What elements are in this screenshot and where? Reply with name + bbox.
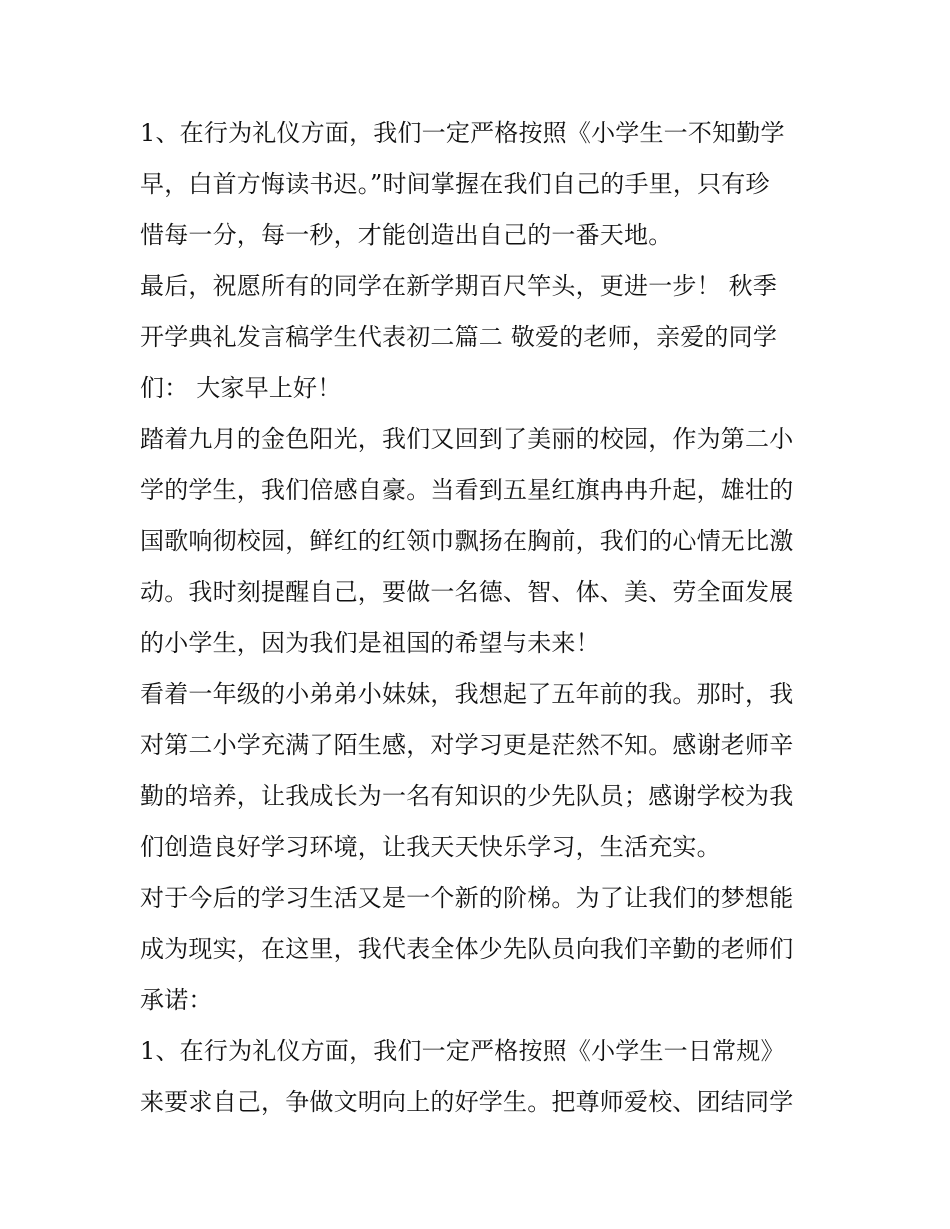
text-line: 勤的培养，让我成长为一名有知识的少先队员；感谢学校为我 <box>140 782 794 810</box>
document-body <box>140 108 830 1128</box>
text-line: 对第二小学充满了陌生感，对学习更是茫然不知。感谢老师辛 <box>140 731 794 759</box>
text-line: 学的学生，我们倍感自豪。当看到五星红旗冉冉升起，雄壮的 <box>140 476 794 504</box>
text-line: 们创造良好学习环境，让我天天快乐学习，生活充实。 <box>140 833 721 861</box>
text-line: 的小学生，因为我们是祖国的希望与未来！ <box>140 629 600 657</box>
text-line: 早，白首方悔读书迟。”时间掌握在我们自己的手里，只有珍 <box>140 170 770 198</box>
text-line: 看着一年级的小弟弟小妹妹，我想起了五年前的我。那时，我 <box>140 680 794 708</box>
text-line: 来要求自己，争做文明向上的好学生。把尊师爱校、团结同学 <box>140 1088 794 1116</box>
text-line: 1、在行为礼仪方面，我们一定严格按照《小学生一不知勤学 <box>140 119 785 147</box>
text-line: 国歌响彻校园，鲜红的红领巾飘扬在胸前，我们的心情无比激 <box>140 527 794 555</box>
text-line: 惜每一分，每一秒，才能创造出自己的一番天地。 <box>140 221 673 249</box>
text-line: 踏着九月的金色阳光，我们又回到了美丽的校园，作为第二小 <box>140 425 794 453</box>
text-line: 开学典礼发言稿学生代表初二篇二 敬爱的老师，亲爱的同学 <box>140 323 778 351</box>
text-line: 对于今后的学习生活又是一个新的阶梯。为了让我们的梦想能 <box>140 884 794 912</box>
text-line: 成为现实，在这里，我代表全体少先队员向我们辛勤的老师们 <box>140 935 794 963</box>
text-line: 们： 大家早上好！ <box>140 374 342 402</box>
text-line: 1、在行为礼仪方面，我们一定严格按照《小学生一日常规》 <box>140 1037 785 1065</box>
text-line: 最后，祝愿所有的同学在新学期百尺竿头，更进一步！ 秋季 <box>140 272 778 300</box>
text-line: 承诺： <box>140 986 213 1014</box>
text-line: 动。我时刻提醒自己，要做一名德、智、体、美、劳全面发展 <box>140 578 794 606</box>
